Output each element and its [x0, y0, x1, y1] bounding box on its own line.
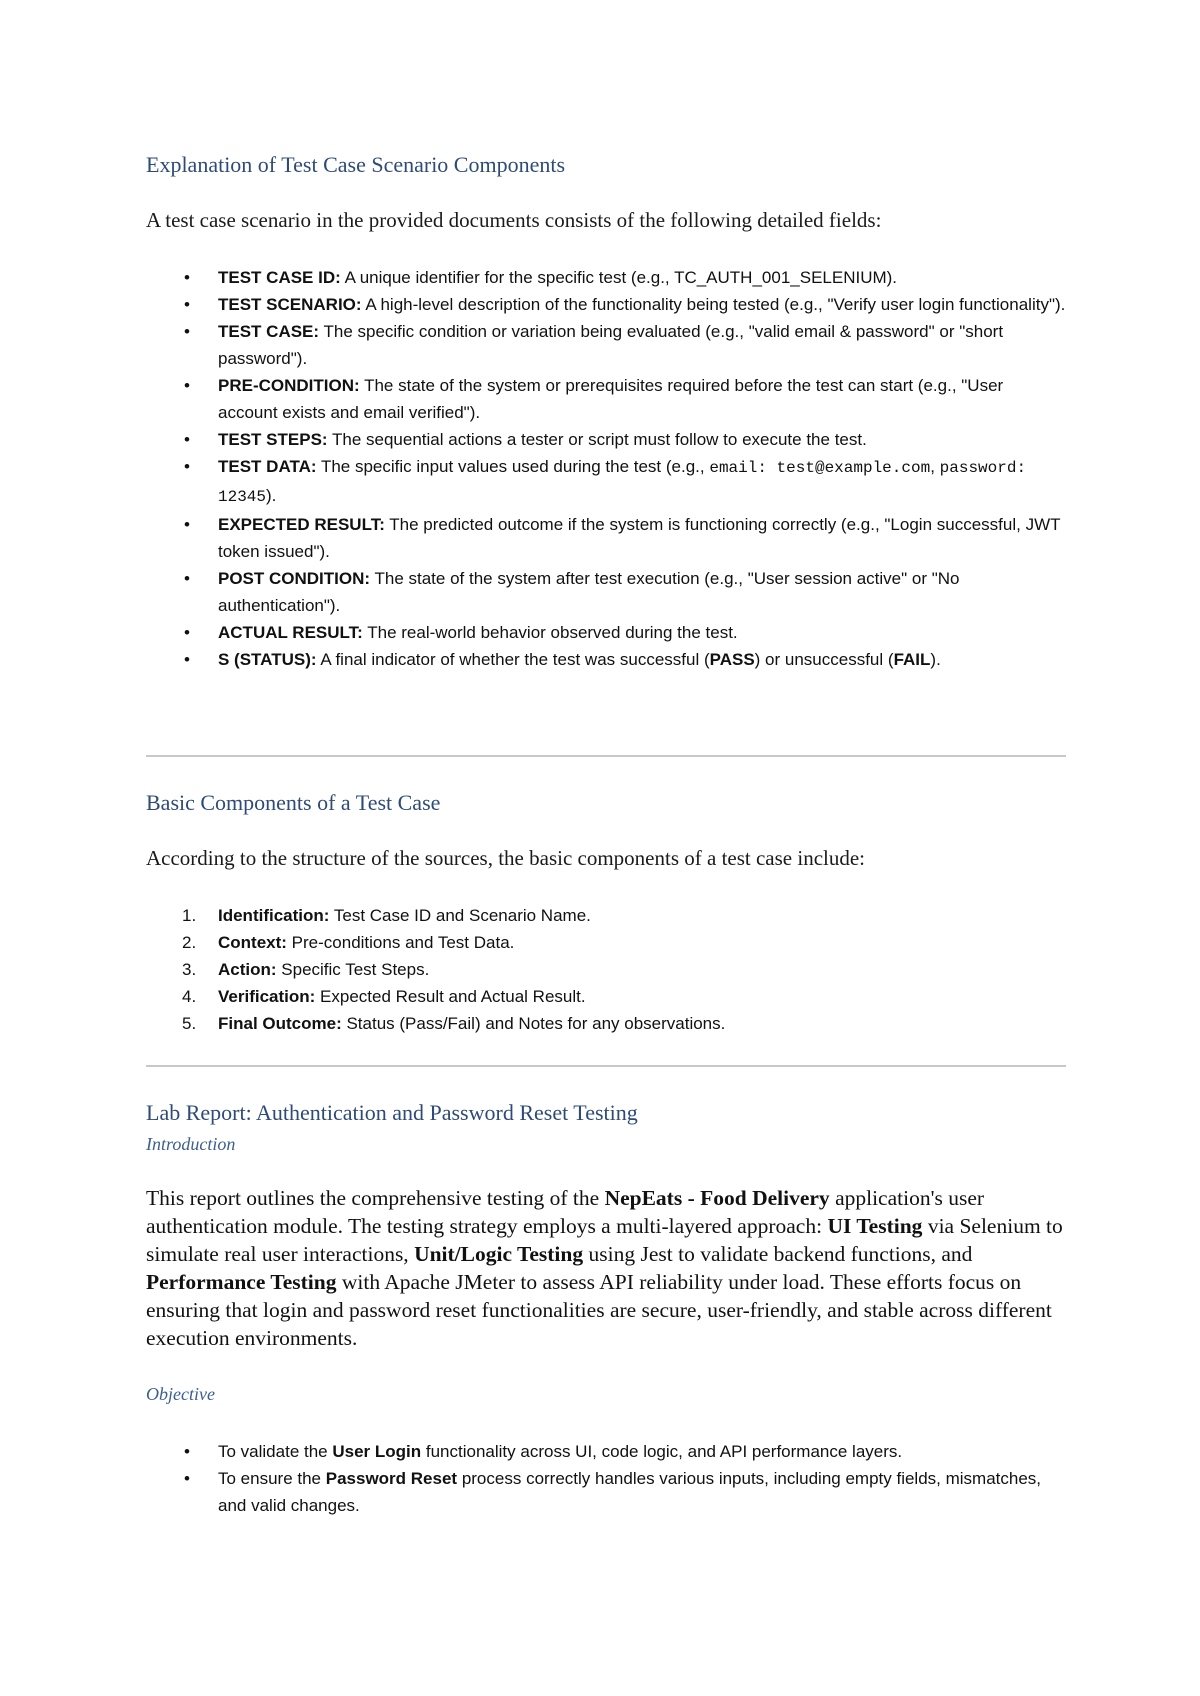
list-item: • TEST CASE: The specific condition or variation being evaluated (e.g., "valid email & password" or "short password"). [146, 318, 1066, 372]
divider [146, 1065, 1066, 1067]
section-intro-scenario: A test case scenario in the provided documents consists of the following detailed fields: [146, 208, 882, 232]
basic-components-list [146, 902, 1066, 1037]
subheading-objective: Objective [146, 1384, 215, 1404]
divider [146, 755, 1066, 757]
section-heading-scenario-components: Explanation of Test Case Scenario Components [146, 152, 566, 177]
list-item: • TEST STEPS: The sequential actions a tester or script must follow to execute the test. [146, 426, 1066, 453]
list-item: • To validate the User Login functionality across UI, code logic, and API performance layers. [146, 1438, 1066, 1465]
subheading-introduction: Introduction [146, 1134, 236, 1154]
list-item: 5. Final Outcome: Status (Pass/Fail) and Notes for any observations. [182, 1014, 726, 1033]
list-item: • POST CONDITION: The state of the system after test execution (e.g., "User session active" or "No authentication"). [146, 565, 1066, 619]
list-item: • PRE-CONDITION: The state of the system or prerequisites required before the test can start (e.g., "User account exists and email verified"). [146, 372, 1066, 426]
section-intro-basic: According to the structure of the sources, the basic components of a test case include: [146, 846, 866, 870]
list-item: • TEST CASE ID: A unique identifier for the specific test (e.g., TC_AUTH_001_SELENIUM). [146, 264, 1066, 291]
list-item: • To ensure the Password Reset process correctly handles various inputs, including empty fields, mismatches, and valid changes. [146, 1465, 1066, 1519]
section-heading-basic-components: Basic Components of a Test Case [146, 790, 441, 815]
section-heading-lab-report: Lab Report: Authentication and Password Reset Testing [146, 1100, 638, 1125]
list-item: • TEST SCENARIO: A high-level description of the functionality being tested (e.g., "Verify user login functionality"). [146, 291, 1066, 318]
introduction-paragraph: This report outlines the comprehensive testing of the NepEats - Food Delivery application's user authentication module. The testing strategy employs a multi-layered approach: UI Testing via Selenium to simulate real user interactions, Unit/Logic Testing using Jest to validate backend functions, and Performance Testing with Apache JMeter to assess API reliability under load. These efforts focus on ensuring that login and password reset functionalities are secure, user-friendly, and stable across different execution environments. [146, 1186, 1063, 1350]
list-item: • TEST DATA: The specific input values used during the test (e.g., email: test@example.com, password: 12345). [146, 453, 1066, 511]
list-item: • ACTUAL RESULT: The real-world behavior observed during the test. [146, 619, 1066, 646]
list-item: • EXPECTED RESULT: The predicted outcome if the system is functioning correctly (e.g., "Login successful, JWT token issued"). [146, 511, 1066, 565]
list-item: • S (STATUS): A final indicator of whether the test was successful (PASS) or unsuccessful (FAIL). [146, 646, 1066, 673]
scenario-fields-list [146, 264, 1066, 673]
list-item: 1. Identification: Test Case ID and Scenario Name. [182, 906, 591, 925]
list-item: 4. Verification: Expected Result and Actual Result. [182, 987, 586, 1006]
objectives-list [146, 1438, 1066, 1519]
list-item: 3. Action: Specific Test Steps. [182, 960, 430, 979]
list-item: 2. Context: Pre-conditions and Test Data. [182, 933, 515, 952]
